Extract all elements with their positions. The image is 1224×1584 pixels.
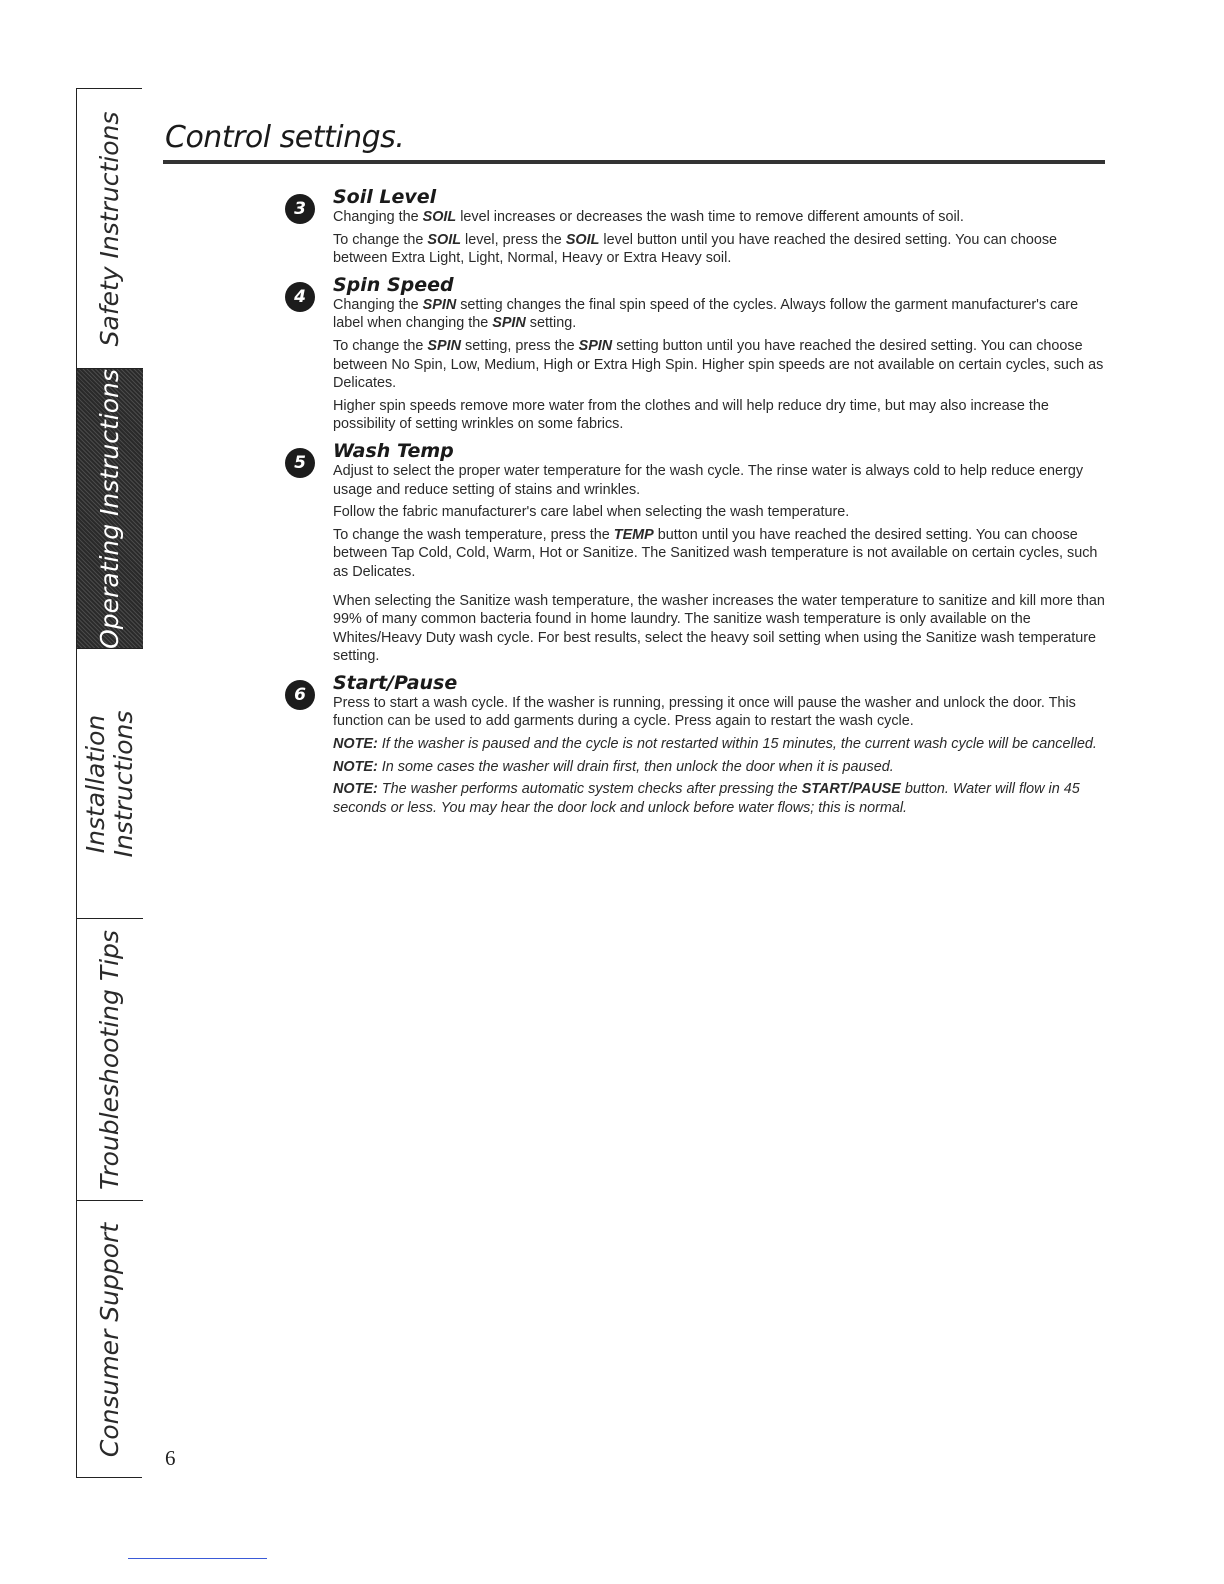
tab-label: Safety Instructions: [95, 111, 124, 346]
section-heading: Spin Speed: [333, 273, 454, 296]
paragraph: Changing the SPIN setting changes the final spin speed of the cycles. Always follow the garment manufacturer's care label when changing the SPIN setting.: [333, 296, 1079, 332]
section-soil-level: [294, 186, 1108, 268]
section-heading: Start/Pause: [333, 671, 458, 694]
tab-safety-instructions[interactable]: [77, 89, 143, 369]
tab-consumer-support[interactable]: [77, 1201, 143, 1479]
section-heading: Wash Temp: [333, 439, 454, 462]
paragraph: When selecting the Sanitize wash temperature, the washer increases the water temperature to sanitize and kill more than 99% of many common bacteria found in home laundry. The sanitize wash temperature is only available on the Whites/Heavy Duty wash cycle. For best results, select the heavy soil setting when using the Sanitize wash temperature setting.: [333, 592, 1105, 665]
control-settings-content: [294, 186, 1108, 823]
tab-label: Consumer Support: [95, 1222, 124, 1458]
paragraph: Higher spin speeds remove more water from the clothes and will help reduce dry time, but may also increase the possibility of setting wrinkles on some fabrics.: [333, 397, 1049, 433]
tab-installation-instructions[interactable]: [77, 649, 143, 919]
footer-link-underline: [128, 1558, 267, 1559]
tab-label: Installation Instructions: [81, 710, 138, 857]
section-start-pause: [294, 671, 1108, 818]
paragraph: Adjust to select the proper water temperature for the wash cycle. The rinse water is always cold to help reduce energy usage and reduce setting of stains and wrinkles.: [333, 462, 1084, 498]
note: NOTE: If the washer is paused and the cycle is not restarted within 15 minutes, the current wash cycle will be cancelled.: [333, 736, 1097, 753]
page-title: Control settings.: [165, 120, 405, 155]
paragraph: Changing the SOIL level increases or decreases the wash time to remove different amounts of soil.: [333, 209, 964, 225]
section-tabs: [76, 88, 142, 1478]
step-number-badge: 4: [285, 282, 315, 312]
tab-label: Operating Instructions: [95, 369, 124, 649]
title-divider: [163, 160, 1105, 164]
step-number-badge: 5: [285, 448, 315, 478]
step-number-badge: 6: [285, 680, 315, 710]
page-number: 6: [165, 1446, 176, 1470]
note: NOTE: The washer performs automatic system checks after pressing the START/PAUSE button. Water will flow in 45 seconds or less. You may hear the door lock and unlock before water flows; this is normal.: [333, 781, 1080, 816]
section-wash-temp: [294, 439, 1108, 666]
paragraph: To change the wash temperature, press the TEMP button until you have reached the desired setting. You can choose between Tap Cold, Cold, Warm, Hot or Sanitize. The Sanitized wash temperature is not available on certain cycles, such as Delicates.: [333, 526, 1098, 580]
step-number-badge: 3: [285, 194, 315, 224]
tab-label: Troubleshooting Tips: [95, 929, 124, 1190]
paragraph: To change the SPIN setting, press the SPIN setting button until you have reached the desired setting. You can choose between No Spin, Low, Medium, High or Extra High Spin. Higher spin speeds are not available on certain cycles, such as Delicates.: [333, 337, 1104, 392]
paragraph: Press to start a wash cycle. If the washer is running, pressing it once will pause the washer and unlock the door. This function can be used to add garments during a cycle. Press again to restart the wash cycle.: [333, 694, 1076, 730]
section-heading: Soil Level: [333, 186, 437, 208]
note: NOTE: In some cases the washer will drain first, then unlock the door when it is paused.: [333, 758, 894, 775]
paragraph: To change the SOIL level, press the SOIL level button until you have reached the desired setting. You can choose between Extra Light, Light, Normal, Heavy or Extra Heavy soil.: [333, 231, 1058, 267]
paragraph: Follow the fabric manufacturer's care label when selecting the wash temperature.: [333, 504, 850, 521]
section-spin-speed: [294, 273, 1108, 434]
tab-operating-instructions[interactable]: [77, 369, 143, 649]
tab-troubleshooting-tips[interactable]: [77, 919, 143, 1201]
